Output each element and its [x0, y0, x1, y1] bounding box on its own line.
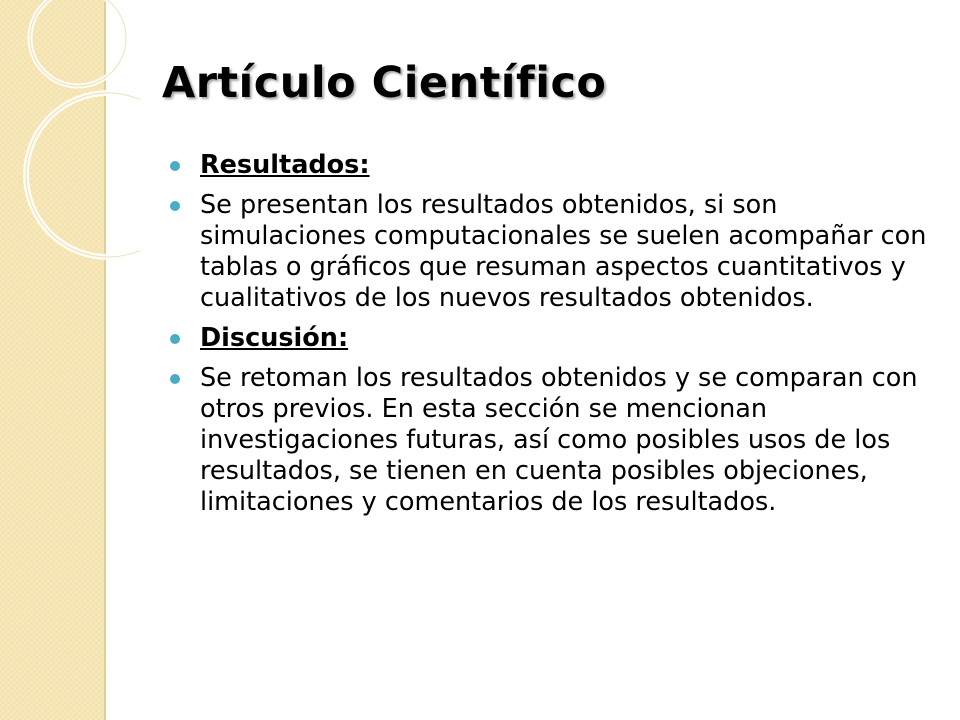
- section-body-discusion: Se retoman los resultados obtenidos y se comparan con otros previos. En esta sección se mencionan investigaciones futuras, así como posibles usos de los resultados, se tienen en cuenta posibles objeciones, limitaciones y comentarios de los resultados.: [200, 363, 918, 517]
- bullet-icon: [170, 374, 180, 384]
- decorative-rings-icon: [0, 0, 140, 260]
- list-item-resultados-heading: [170, 150, 930, 181]
- section-body-resultados: Se presentan los resultados obtenidos, si son simulaciones computacionales se suelen acompañar con tablas o gráficos que resuman aspectos cuantitativos y cualitativos de los nuevos resultados obtenidos.: [200, 190, 927, 313]
- slide-title: Artículo Científico: [162, 58, 607, 108]
- list-item-resultados-body: [170, 190, 930, 314]
- bullet-icon: [170, 334, 180, 344]
- section-heading-discusion: Discusión:: [200, 323, 349, 353]
- section-heading-resultados: Resultados:: [200, 150, 370, 180]
- bullet-icon: [170, 161, 180, 171]
- bullet-icon: [170, 201, 180, 211]
- bullet-list: [170, 150, 930, 527]
- list-item-discusion-heading: [170, 323, 930, 354]
- list-item-discusion-body: [170, 363, 930, 518]
